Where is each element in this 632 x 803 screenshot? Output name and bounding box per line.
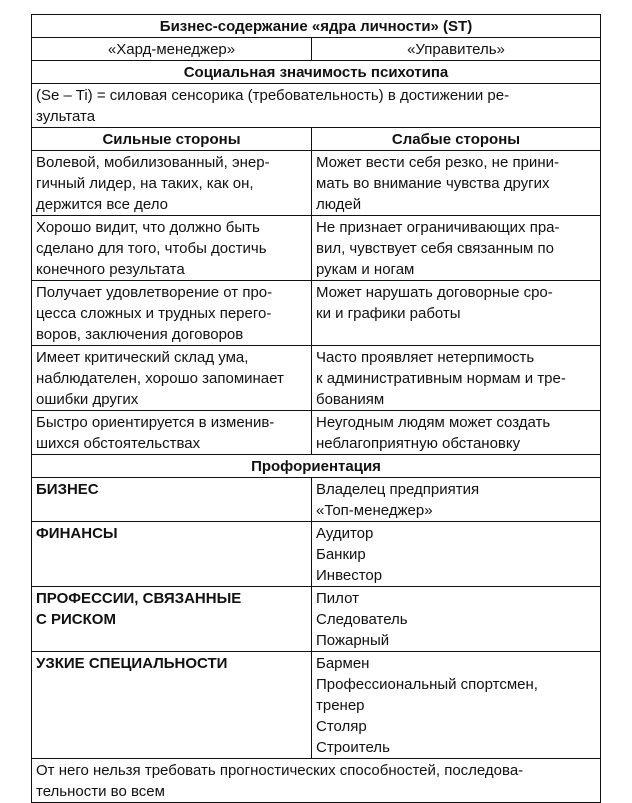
career-row-risk bbox=[32, 587, 601, 652]
text-line: вил, чувствует себя связанным по bbox=[316, 240, 554, 257]
text-line: УЗКИЕ СПЕЦИАЛЬНОСТИ bbox=[36, 655, 228, 672]
text-line: рукам и ногам bbox=[316, 261, 415, 278]
names-row bbox=[32, 38, 601, 61]
text-line: Пожарный bbox=[316, 632, 390, 649]
text-line: тренер bbox=[316, 697, 365, 714]
table-row bbox=[32, 216, 601, 281]
text-line: Часто проявляет нетерпимость bbox=[316, 349, 535, 366]
text-line: держится все дело bbox=[36, 196, 169, 213]
weakness-cell bbox=[312, 281, 601, 346]
footer-note bbox=[32, 759, 601, 803]
table-row bbox=[32, 151, 601, 216]
text-line: Волевой, мобилизованный, энер- bbox=[36, 154, 270, 171]
text-line: «Топ-менеджер» bbox=[316, 502, 433, 519]
career-jobs bbox=[312, 522, 601, 587]
table-row bbox=[32, 411, 601, 455]
text-line: Банкир bbox=[316, 546, 366, 563]
text-line: Следователь bbox=[316, 611, 408, 628]
text-line: ки и графики работы bbox=[316, 305, 461, 322]
text-line: С РИСКОМ bbox=[36, 611, 116, 628]
footer-row bbox=[32, 759, 601, 803]
strength-cell bbox=[32, 216, 312, 281]
text-line: Может нарушать договорные сро- bbox=[316, 284, 553, 301]
social-text bbox=[32, 84, 601, 128]
text-line: Получает удовлетворение от про- bbox=[36, 284, 273, 301]
career-category bbox=[32, 478, 312, 522]
text-line: Быстро ориентируется в изменив- bbox=[36, 414, 275, 431]
text-line: тельности во всем bbox=[36, 783, 165, 800]
sides-heading-row bbox=[32, 128, 601, 151]
text-line: цесса сложных и трудных перего- bbox=[36, 305, 272, 322]
text-line: Не признает ограничивающих пра- bbox=[316, 219, 560, 236]
text-line: к административным нормам и тре- bbox=[316, 370, 566, 387]
social-heading: Социальная значимость психотипа bbox=[32, 61, 601, 84]
strengths-heading: Сильные стороны bbox=[32, 128, 312, 151]
strength-cell bbox=[32, 346, 312, 411]
career-category bbox=[32, 522, 312, 587]
career-jobs bbox=[312, 587, 601, 652]
career-jobs bbox=[312, 652, 601, 759]
text-line: гичный лидер, на таких, как он, bbox=[36, 175, 254, 192]
text-line: наблюдателен, хорошо запоминает bbox=[36, 370, 284, 387]
text-line: Бармен bbox=[316, 655, 370, 672]
weakness-cell bbox=[312, 346, 601, 411]
table-row bbox=[32, 281, 601, 346]
strength-cell bbox=[32, 411, 312, 455]
career-category bbox=[32, 587, 312, 652]
weakness-cell bbox=[312, 411, 601, 455]
psychotype-table bbox=[31, 14, 601, 803]
weakness-cell bbox=[312, 216, 601, 281]
social-text-row bbox=[32, 84, 601, 128]
text-line: Аудитор bbox=[316, 525, 374, 542]
weaknesses-heading: Слабые стороны bbox=[312, 128, 601, 151]
strength-cell bbox=[32, 151, 312, 216]
text-line: (Se – Ti) = силовая сенсорика (требовательность) в достижении ре- bbox=[36, 87, 510, 104]
text-line: Имеет критический склад ума, bbox=[36, 349, 249, 366]
career-row-finance bbox=[32, 522, 601, 587]
text-line: Профессиональный спортсмен, bbox=[316, 676, 538, 693]
text-line: Строитель bbox=[316, 739, 390, 756]
social-heading-row bbox=[32, 61, 601, 84]
career-row-narrow bbox=[32, 652, 601, 759]
career-heading-row bbox=[32, 455, 601, 478]
text-line: конечного результата bbox=[36, 261, 185, 278]
text-line: неблагоприятную обстановку bbox=[316, 435, 521, 452]
strength-cell bbox=[32, 281, 312, 346]
text-line: сделано для того, чтобы достичь bbox=[36, 240, 267, 257]
weakness-cell bbox=[312, 151, 601, 216]
text-line: ошибки других bbox=[36, 391, 139, 408]
text-line: Хорошо видит, что должно быть bbox=[36, 219, 260, 236]
text-line: Столяр bbox=[316, 718, 367, 735]
career-jobs bbox=[312, 478, 601, 522]
text-line: бованиям bbox=[316, 391, 385, 408]
text-line: Пилот bbox=[316, 590, 359, 607]
text-line: Может вести себя резко, не прини- bbox=[316, 154, 559, 171]
text-line: зультата bbox=[36, 108, 96, 125]
title-row bbox=[32, 15, 601, 38]
text-line: БИЗНЕС bbox=[36, 481, 99, 498]
text-line: людей bbox=[316, 196, 362, 213]
name-left: «Хард-менеджер» bbox=[32, 38, 312, 61]
text-line: Инвестор bbox=[316, 567, 383, 584]
text-line: ФИНАНСЫ bbox=[36, 525, 118, 542]
text-line: ПРОФЕССИИ, СВЯЗАННЫЕ bbox=[36, 590, 242, 607]
table-row bbox=[32, 346, 601, 411]
text-line: Владелец предприятия bbox=[316, 481, 480, 498]
text-line: Неугодным людям может создать bbox=[316, 414, 551, 431]
text-line: шихся обстоятельствах bbox=[36, 435, 201, 452]
name-right: «Управитель» bbox=[312, 38, 601, 61]
text-line: От него нельзя требовать прогностических способностей, последова- bbox=[36, 762, 524, 779]
career-row-business bbox=[32, 478, 601, 522]
career-heading: Профориентация bbox=[32, 455, 601, 478]
table-title: Бизнес-содержание «ядра личности» (ST) bbox=[32, 15, 601, 38]
text-line: мать во внимание чувства других bbox=[316, 175, 550, 192]
text-line: воров, заключения договоров bbox=[36, 326, 244, 343]
career-category bbox=[32, 652, 312, 759]
